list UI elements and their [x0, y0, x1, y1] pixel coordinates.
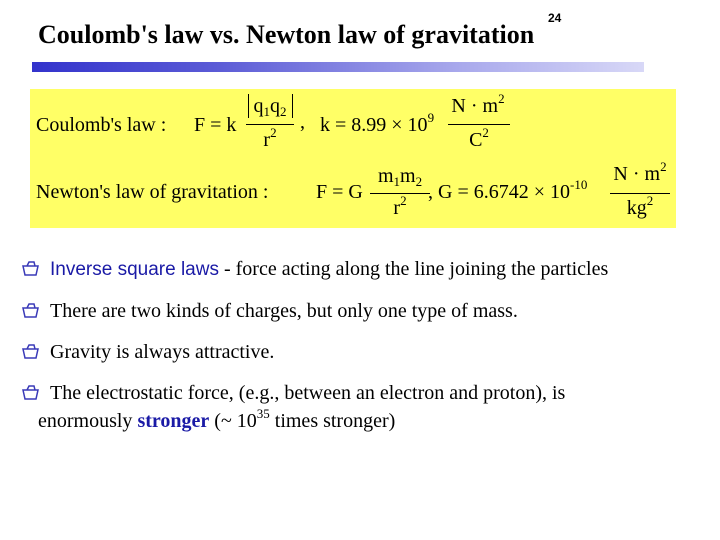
k-unit-denominator — [448, 125, 510, 152]
bullet-gravity-attractive: Gravity is always attractive. — [50, 341, 275, 363]
coulomb-comma: , — [300, 111, 305, 133]
page-title: Coulomb's law vs. Newton law of gravitation — [38, 20, 535, 49]
r-symbol: r — [263, 129, 271, 151]
g-unit-num-exponent: 2 — [660, 159, 667, 174]
inverse-square-highlight: Inverse square laws — [50, 259, 219, 280]
k-value — [320, 110, 435, 137]
bullet-electrostatic-line2 — [38, 406, 396, 433]
title-underline-bar — [32, 62, 644, 72]
q2-subscript: 2 — [280, 104, 287, 119]
k-unit-num-exponent: 2 — [498, 91, 505, 106]
m1-symbol: m — [377, 165, 394, 187]
inverse-square-rest: - force acting along the line joining the particles — [218, 258, 609, 280]
m1-subscript: 1 — [393, 174, 400, 189]
r-exponent-2: 2 — [400, 193, 407, 208]
m2-subscript: 2 — [415, 174, 423, 189]
g-value — [428, 177, 588, 204]
r-symbol-2: r — [393, 197, 401, 219]
bullet-icon — [20, 384, 42, 404]
r-exponent: 2 — [270, 125, 277, 140]
page-number: 24 — [548, 11, 562, 25]
g-unit-den-exponent: 2 — [646, 193, 654, 208]
k-unit-den-exponent: 2 — [482, 125, 489, 140]
g-unit-num-text: N · m — [613, 163, 661, 185]
g-unit-den-text: kg — [626, 197, 647, 219]
abs-bar-right — [292, 94, 293, 118]
k-unit-numerator — [446, 91, 510, 118]
coulomb-numerator — [250, 95, 290, 118]
bullet-inverse-square — [50, 258, 608, 281]
m2-symbol: m — [400, 165, 416, 187]
g-unit-numerator — [608, 159, 672, 186]
g-unit-fraction-line — [610, 193, 670, 194]
q1-subscript: 1 — [263, 104, 270, 119]
newton-f-equals: F = G — [316, 181, 363, 203]
ten-power-exponent: 35 — [256, 406, 270, 421]
g-exponent: -10 — [570, 177, 588, 192]
k-unit-num-text: N · m — [451, 95, 499, 117]
formula-box — [30, 89, 676, 228]
times-stronger-text: times stronger) — [269, 410, 396, 432]
newton-label: Newton's law of gravitation : — [36, 181, 269, 203]
q1-symbol: q — [253, 95, 264, 117]
abs-bar-left — [248, 94, 249, 118]
q2-symbol: q — [270, 95, 280, 117]
newton-denominator — [380, 193, 420, 220]
stronger-word: stronger — [137, 410, 210, 432]
k-equation: k = 8.99 × 10 — [320, 114, 428, 136]
bullet-electrostatic-line1: The electrostatic force, (e.g., between an electron and proton), is — [50, 382, 566, 404]
bullet-icon — [20, 260, 42, 280]
coulomb-label: Coulomb's law : — [36, 114, 167, 136]
k-unit-fraction-line — [448, 124, 510, 125]
k-unit-den-text: C — [469, 129, 483, 151]
bullet-icon — [20, 343, 42, 363]
ten-power-base: (~ 10 — [209, 410, 257, 432]
enormously-text: enormously — [38, 410, 138, 432]
bullet-icon — [20, 302, 42, 322]
bullet-charges-mass: There are two kinds of charges, but only one type of mass. — [50, 300, 518, 322]
k-exponent: 9 — [427, 110, 435, 125]
g-equation: , G = 6.6742 × 10 — [428, 181, 571, 203]
g-unit-denominator — [610, 193, 670, 220]
coulomb-f-equals: F = k — [194, 114, 237, 136]
newton-numerator — [370, 165, 430, 188]
coulomb-denominator — [254, 125, 286, 152]
